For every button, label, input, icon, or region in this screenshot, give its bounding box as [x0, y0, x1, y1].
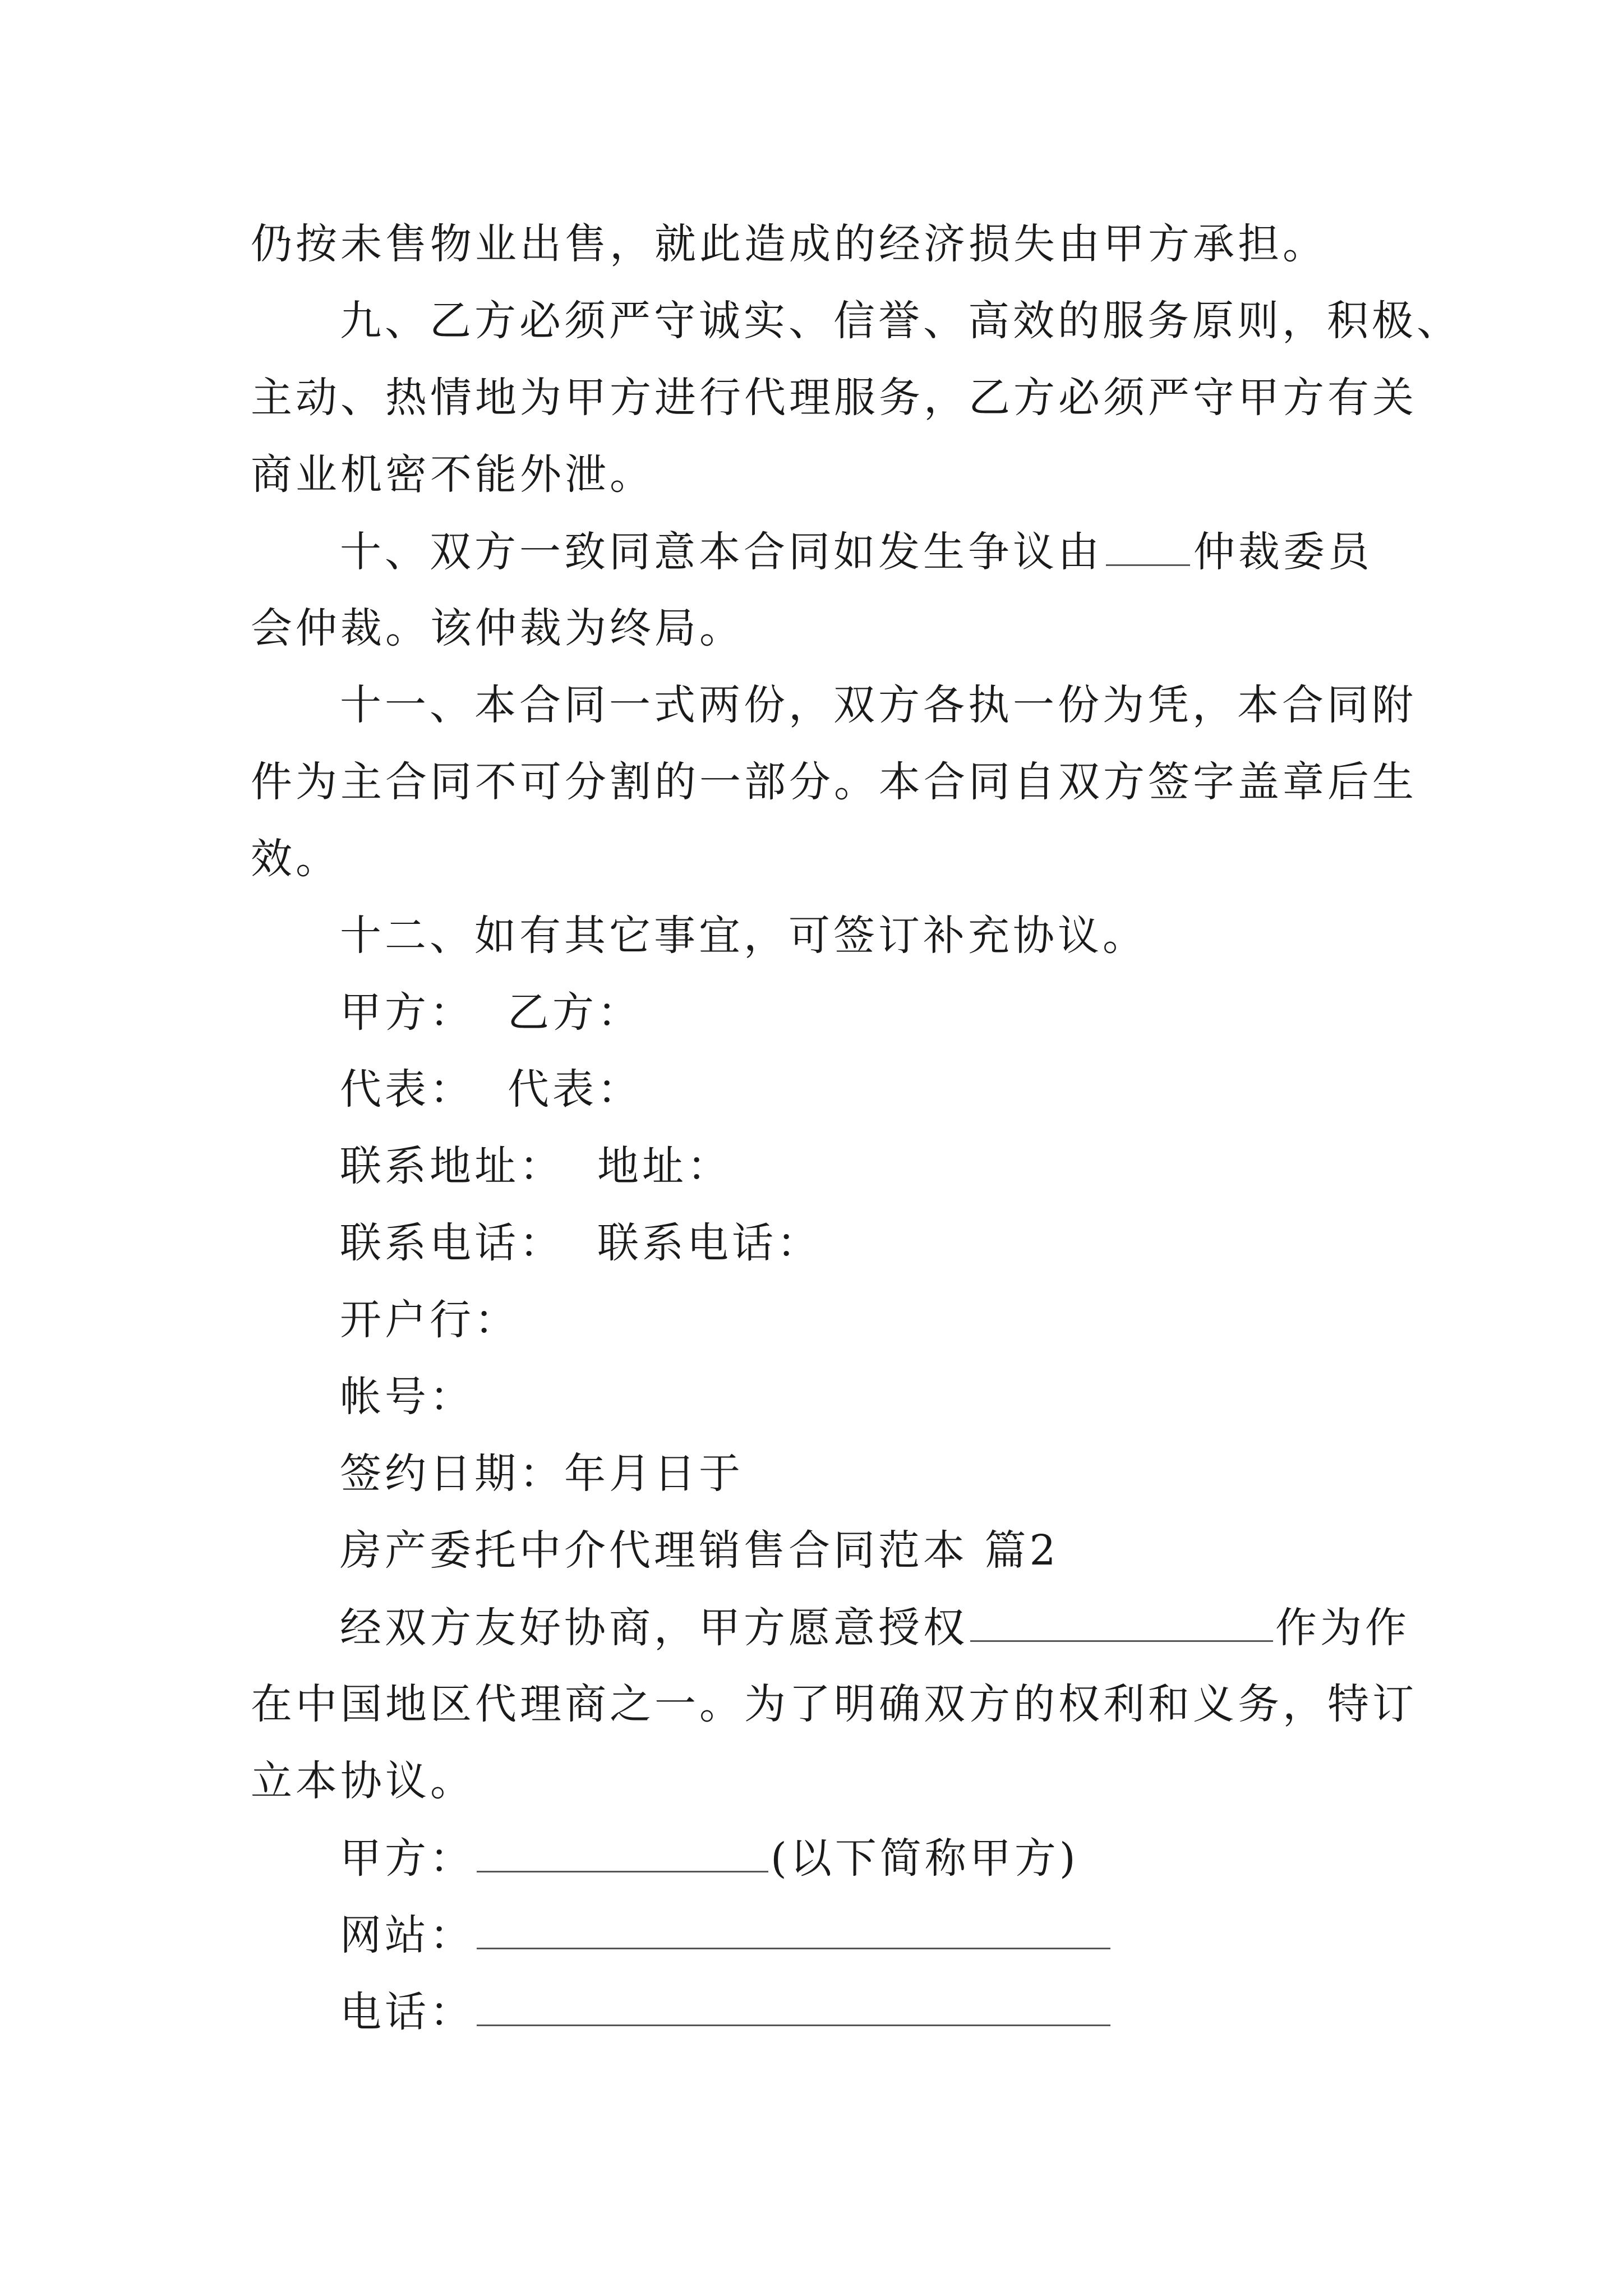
party-a-blank: [477, 1837, 768, 1872]
clause-9-line-2: 主动、热情地为甲方进行代理服务，乙方必须严守甲方有关: [251, 374, 1417, 422]
website-blank: [477, 1914, 1110, 1949]
intro-text-b: 作为作: [1275, 1604, 1410, 1652]
section-2-intro-line-2: 在中国地区代理商之一。为了明确双方的权利和义务，特订: [251, 1680, 1417, 1728]
section-2-intro-line-3: 立本协议。: [251, 1757, 475, 1805]
phone-label: 电话：: [340, 1988, 474, 2036]
phone-blank: [477, 1991, 1110, 2026]
rep-a-label: 代表：: [340, 1065, 474, 1114]
signature-phone-line: [340, 1219, 822, 1267]
clause-11-line-2: 件为主合同不可分割的一部分。本合同自双方签字盖章后生: [251, 758, 1417, 806]
clause-12-line-1: 十二、如有其它事宜，可签订补充协议。: [340, 912, 1147, 960]
party-b-label: 乙方：: [508, 988, 643, 1037]
website-field-line: [340, 1911, 1113, 1959]
clause-9-line-3: 商业机密不能外泄。: [251, 450, 654, 499]
paragraph-line: 仍按未售物业出售，就此造成的经济损失由甲方承担。: [251, 220, 1327, 268]
bank-label: 开户行：: [340, 1296, 519, 1344]
phone-a-label: 联系电话：: [340, 1219, 564, 1267]
clause-10-line-2: 会仲裁。该仲裁为终局。: [251, 604, 744, 652]
signature-address-line: [340, 1142, 732, 1190]
sign-date-label: 签约日期：年月日于: [340, 1450, 744, 1498]
clause-9-line-1: 九、乙方必须严守诚实、信誉、高效的服务原则，积极、: [340, 297, 1461, 345]
clause-10-line-1: [340, 528, 1373, 576]
address-a-label: 联系地址：: [340, 1142, 564, 1190]
section-2-title: 房产委托中介代理销售合同范本 篇2: [340, 1526, 1059, 1575]
signature-party-line: [340, 988, 643, 1037]
clause-11-line-1: 十一、本合同一式两份，双方各执一份为凭，本合同附: [340, 681, 1417, 729]
intro-text-a: 经双方友好协商，甲方愿意授权: [340, 1604, 968, 1652]
party-a-suffix: (以下简称甲方): [771, 1834, 1079, 1883]
phone-field-line: [340, 1988, 1113, 2036]
arbitration-blank: [1106, 531, 1190, 566]
website-label: 网站：: [340, 1911, 474, 1959]
rep-b-label: 代表：: [508, 1065, 643, 1114]
signature-rep-line: [340, 1065, 643, 1114]
clause-11-line-3: 效。: [251, 835, 340, 883]
account-label: 帐号：: [340, 1373, 474, 1421]
party-a-label: 甲方：: [340, 988, 474, 1037]
clause-10-text-a: 十、双方一致同意本合同如发生争议由: [340, 528, 1103, 576]
address-b-label: 地址：: [597, 1142, 732, 1190]
phone-b-label: 联系电话：: [597, 1219, 822, 1267]
authorized-party-blank: [970, 1607, 1273, 1642]
party-a-field-line: [340, 1834, 1079, 1883]
clause-10-text-b: 仲裁委员: [1193, 528, 1373, 576]
section-2-intro-line-1: [340, 1604, 1410, 1652]
party-a-field-label: 甲方：: [340, 1834, 474, 1883]
